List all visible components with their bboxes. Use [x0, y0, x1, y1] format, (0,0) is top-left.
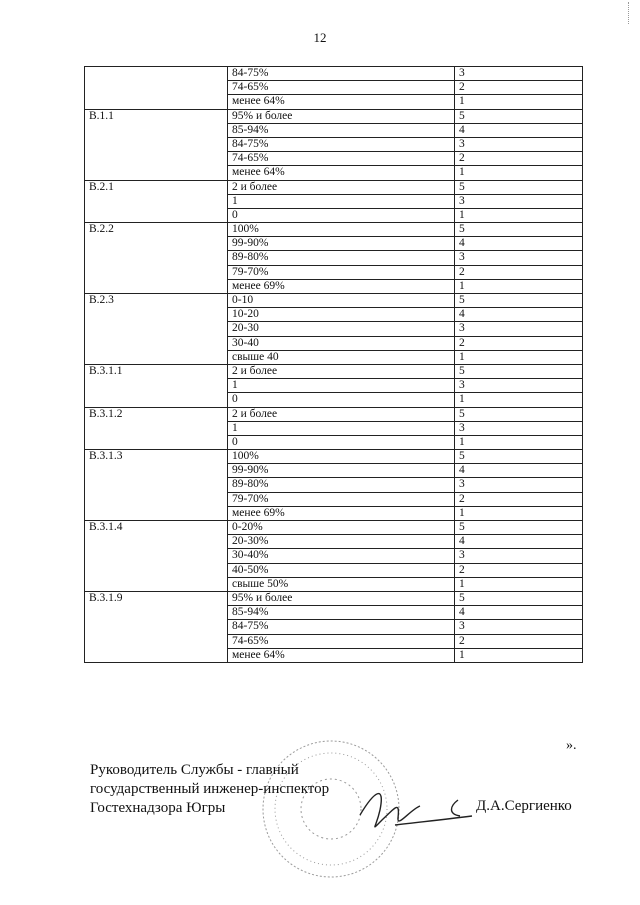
criteria-table-body: [85, 67, 583, 663]
score-cell: 3: [455, 137, 583, 151]
score-cell: 5: [455, 521, 583, 535]
value-range-cell: 84-75%: [228, 137, 455, 151]
score-cell: 3: [455, 478, 583, 492]
value-range-cell: менее 64%: [228, 166, 455, 180]
value-range-cell: 1: [228, 194, 455, 208]
score-cell: 1: [455, 393, 583, 407]
table-row: [85, 223, 583, 237]
value-range-cell: 2 и более: [228, 364, 455, 378]
value-range-cell: 100%: [228, 223, 455, 237]
table-row: [85, 67, 583, 81]
score-cell: 2: [455, 634, 583, 648]
score-cell: 5: [455, 591, 583, 605]
score-cell: 2: [455, 81, 583, 95]
score-cell: 4: [455, 535, 583, 549]
score-cell: 4: [455, 123, 583, 137]
value-range-cell: менее 64%: [228, 95, 455, 109]
score-cell: 5: [455, 407, 583, 421]
score-cell: 1: [455, 166, 583, 180]
score-cell: 1: [455, 279, 583, 293]
value-range-cell: 74-65%: [228, 152, 455, 166]
indicator-code-cell: В.3.1.9: [85, 591, 228, 662]
value-range-cell: 85-94%: [228, 606, 455, 620]
score-cell: 2: [455, 265, 583, 279]
value-range-cell: 0: [228, 435, 455, 449]
table-row: [85, 180, 583, 194]
value-range-cell: 99-90%: [228, 237, 455, 251]
value-range-cell: менее 69%: [228, 279, 455, 293]
value-range-cell: 40-50%: [228, 563, 455, 577]
handwritten-signature: [340, 770, 480, 840]
signatory-title-line-3: Гостехнадзора Югры: [90, 800, 226, 816]
score-cell: 4: [455, 606, 583, 620]
score-cell: 4: [455, 237, 583, 251]
score-cell: 5: [455, 450, 583, 464]
indicator-code-cell: В.3.1.2: [85, 407, 228, 450]
score-cell: 1: [455, 435, 583, 449]
value-range-cell: 0: [228, 208, 455, 222]
score-cell: 3: [455, 67, 583, 81]
score-cell: 3: [455, 379, 583, 393]
value-range-cell: свыше 50%: [228, 577, 455, 591]
score-cell: 2: [455, 492, 583, 506]
score-cell: 1: [455, 648, 583, 662]
value-range-cell: 89-80%: [228, 478, 455, 492]
value-range-cell: 10-20: [228, 308, 455, 322]
score-cell: 4: [455, 308, 583, 322]
signatory-title-line-1: Руководитель Службы - главный: [90, 762, 299, 778]
value-range-cell: 95% и более: [228, 109, 455, 123]
value-range-cell: менее 64%: [228, 648, 455, 662]
value-range-cell: 20-30: [228, 322, 455, 336]
table-row: [85, 109, 583, 123]
value-range-cell: 1: [228, 421, 455, 435]
value-range-cell: 84-75%: [228, 67, 455, 81]
criteria-table: [84, 66, 583, 663]
score-cell: 3: [455, 421, 583, 435]
indicator-code-cell: В.3.1.3: [85, 450, 228, 521]
value-range-cell: 2 и более: [228, 180, 455, 194]
value-range-cell: 74-65%: [228, 634, 455, 648]
value-range-cell: 30-40: [228, 336, 455, 350]
value-range-cell: 20-30%: [228, 535, 455, 549]
table-row: [85, 364, 583, 378]
score-cell: 5: [455, 223, 583, 237]
value-range-cell: 99-90%: [228, 464, 455, 478]
value-range-cell: менее 69%: [228, 506, 455, 520]
score-cell: 1: [455, 208, 583, 222]
score-cell: 1: [455, 506, 583, 520]
score-cell: 3: [455, 251, 583, 265]
value-range-cell: 2 и более: [228, 407, 455, 421]
indicator-code-cell: В.3.1.4: [85, 521, 228, 592]
value-range-cell: 79-70%: [228, 492, 455, 506]
signatory-name: Д.А.Сергиенко: [476, 798, 572, 814]
indicator-code-cell: В.3.1.1: [85, 364, 228, 407]
indicator-code-cell: В.2.1: [85, 180, 228, 223]
page-number: 12: [313, 30, 327, 45]
score-cell: 1: [455, 577, 583, 591]
indicator-code-cell: В.1.1: [85, 109, 228, 180]
signatory-title-line-2: государственный инженер-инспектор: [90, 781, 330, 797]
table-row: [85, 294, 583, 308]
score-cell: 2: [455, 152, 583, 166]
score-cell: 5: [455, 109, 583, 123]
value-range-cell: 74-65%: [228, 81, 455, 95]
score-cell: 3: [455, 549, 583, 563]
value-range-cell: 30-40%: [228, 549, 455, 563]
value-range-cell: 95% и более: [228, 591, 455, 605]
score-cell: 3: [455, 194, 583, 208]
value-range-cell: свыше 40: [228, 350, 455, 364]
value-range-cell: 85-94%: [228, 123, 455, 137]
score-cell: 1: [455, 350, 583, 364]
score-cell: 5: [455, 364, 583, 378]
indicator-code-cell: В.2.2: [85, 223, 228, 294]
value-range-cell: 1: [228, 379, 455, 393]
value-range-cell: 79-70%: [228, 265, 455, 279]
value-range-cell: 0-20%: [228, 521, 455, 535]
value-range-cell: 0: [228, 393, 455, 407]
score-cell: 2: [455, 563, 583, 577]
score-cell: 5: [455, 180, 583, 194]
score-cell: 1: [455, 95, 583, 109]
table-row: [85, 407, 583, 421]
value-range-cell: 100%: [228, 450, 455, 464]
score-cell: 5: [455, 294, 583, 308]
score-cell: 4: [455, 464, 583, 478]
table-row: [85, 591, 583, 605]
score-cell: 3: [455, 322, 583, 336]
value-range-cell: 0-10: [228, 294, 455, 308]
value-range-cell: 84-75%: [228, 620, 455, 634]
score-cell: 3: [455, 620, 583, 634]
value-range-cell: 89-80%: [228, 251, 455, 265]
indicator-code-cell: В.2.3: [85, 294, 228, 365]
table-row: [85, 521, 583, 535]
table-row: [85, 450, 583, 464]
closing-quote: ».: [566, 738, 577, 753]
indicator-code-cell: [85, 67, 228, 110]
signatory-title: [90, 761, 329, 818]
score-cell: 2: [455, 336, 583, 350]
margin-mark: [628, 2, 632, 24]
